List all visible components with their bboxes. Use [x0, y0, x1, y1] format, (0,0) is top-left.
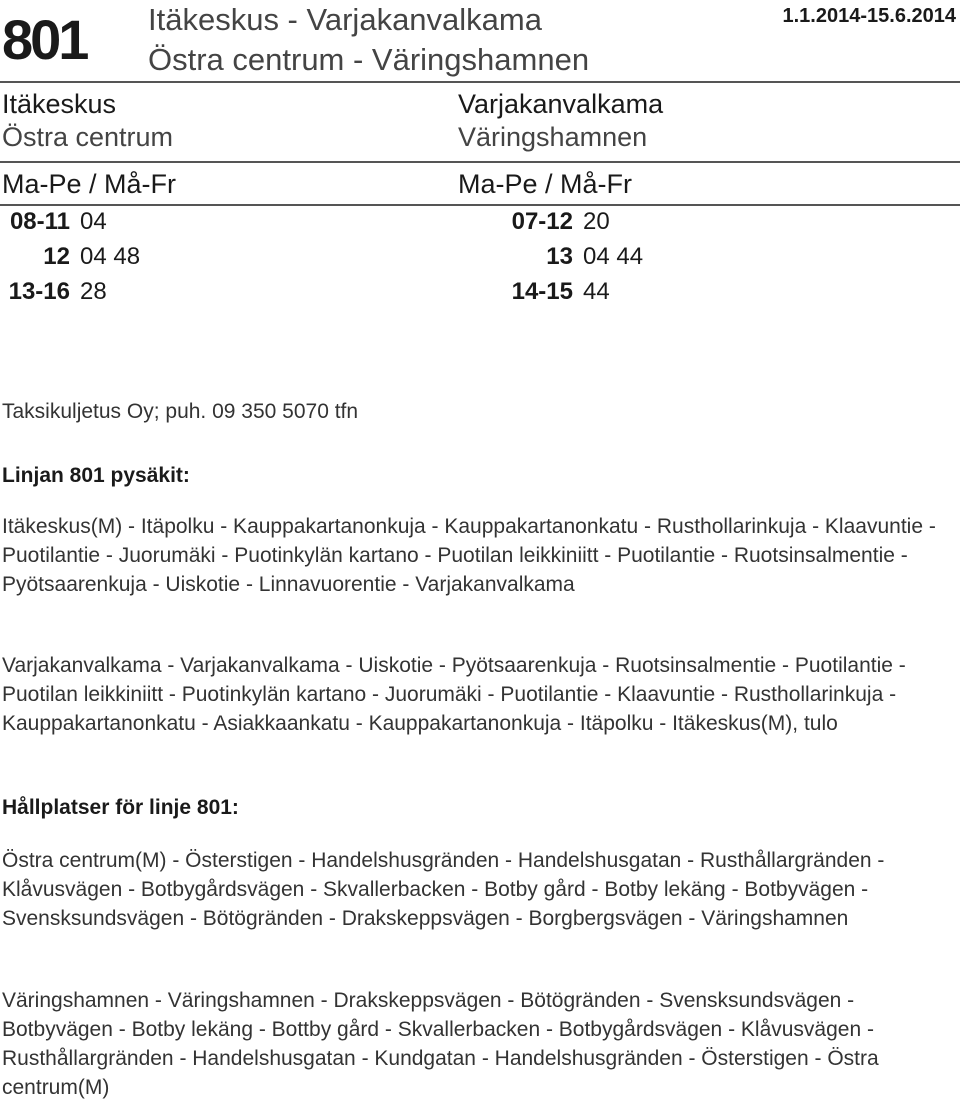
dir2-day-header: [458, 168, 632, 201]
stops-outbound-sv: Östra centrum(M) - Österstigen - Handelshusgränden - Handelshusgatan - Rusthållargränden - Klåvusvägen - Botbygårdsvägen - Skvallerbacken - Botby gård - Botby lekäng - Botbyvägen - Svensksundsvägen - Bötögränden - Drakskeppsvägen - Borgbergsvägen - Väringshamnen: [2, 849, 885, 930]
stops-outbound-fi: Itäkeskus(M) - Itäpolku - Kauppakartanonkuja - Kauppakartanonkatu - Rusthollarinkuja - Klaavuntie - Puotilantie - Juorumäki - Puotinkylän kartano - Puotilan leikkiniitt - Puotilantie - Ruotsinsalmentie - Pyötsaarenkuja - Uiskotie - Linnavuorentie - Varjakanvalkama: [2, 515, 936, 596]
dir2-row-1-hour: 07-12: [511, 208, 573, 235]
dir2-stop-fi: Varjakanvalkama: [458, 89, 664, 119]
dir1-row-1-hour: 08-11: [9, 208, 70, 235]
dir2-row-1: [505, 204, 610, 239]
dir1-row-2-minutes: 04 48: [80, 243, 141, 270]
dir2-day-sv: Må-Fr: [560, 169, 633, 199]
dir1-row-2: [2, 239, 140, 274]
dir2-row-2-minutes: 04 44: [583, 243, 644, 270]
dir2-row-2-hour: 13: [546, 243, 573, 270]
stops-inbound-sv: Väringshamnen - Väringshamnen - Drakskeppsvägen - Bötögränden - Svensksundsvägen - Botbyvägen - Botby lekäng - Bottby gård - Skvallerbacken - Botbygårdsvägen - Klåvusvägen - Rusthållargränden - Handelshusgatan - Kundgatan - Handelshusgränden - Österstigen - Östra centrum(M): [2, 989, 879, 1099]
dir2-day-fi: Ma-Pe: [458, 169, 538, 199]
route-title-fi: Itäkeskus - Varjakanvalkama: [148, 2, 542, 37]
dir1-day-sv: Må-Fr: [104, 169, 177, 199]
dir2-row-3-minutes: 44: [583, 278, 610, 305]
stops-divider: [0, 161, 960, 163]
dir1-row-1-minutes: 04: [80, 208, 107, 235]
dir2-row-3: [505, 274, 610, 309]
dir2-row-1-minutes: 20: [583, 208, 610, 235]
validity-period: 1.1.2014-15.6.2014: [782, 5, 956, 27]
route-title-sv: Östra centrum - Väringshamnen: [148, 42, 590, 77]
dir1-row-2-hour: 12: [43, 243, 70, 270]
dir2-row-3-hour: 14-15: [511, 278, 573, 305]
dir1-row-3: [2, 274, 107, 309]
dir1-row-1: [2, 204, 107, 239]
dir1-day-sep: /: [81, 169, 105, 199]
operator-info: Taksikuljetus Oy; puh. 09 350 5070 tfn: [2, 400, 359, 423]
dir2-row-2: [505, 239, 643, 274]
dir1-stop-fi: Itäkeskus: [2, 89, 117, 119]
stops-inbound-fi: Varjakanvalkama - Varjakanvalkama - Uiskotie - Pyötsaarenkuja - Ruotsinsalmentie - Puotilantie - Puotilan leikkiniitt - Puotinkylän kartano - Juorumäki - Puotilantie - Klaavuntie - Rusthollarinkuja - Kauppakartanonkatu - Asiakkaankatu - Kauppakartanonkuja - Itäpolku - Itäkeskus(M), tulo: [2, 654, 906, 735]
day-divider: [0, 204, 960, 206]
stops-heading-fi: Linjan 801 pysäkit:: [2, 464, 190, 487]
line-number: 801: [2, 8, 87, 71]
header-divider: [0, 81, 960, 83]
dir2-stop-sv: Väringshamnen: [458, 122, 648, 152]
dir2-day-sep: /: [537, 169, 561, 199]
dir1-stop-sv: Östra centrum: [2, 122, 174, 152]
dir1-row-3-hour: 13-16: [8, 278, 70, 305]
dir1-day-header: [2, 168, 176, 201]
stops-heading-sv: Hållplatser för linje 801:: [2, 796, 239, 819]
dir1-day-fi: Ma-Pe: [2, 169, 82, 199]
dir1-row-3-minutes: 28: [80, 278, 107, 305]
